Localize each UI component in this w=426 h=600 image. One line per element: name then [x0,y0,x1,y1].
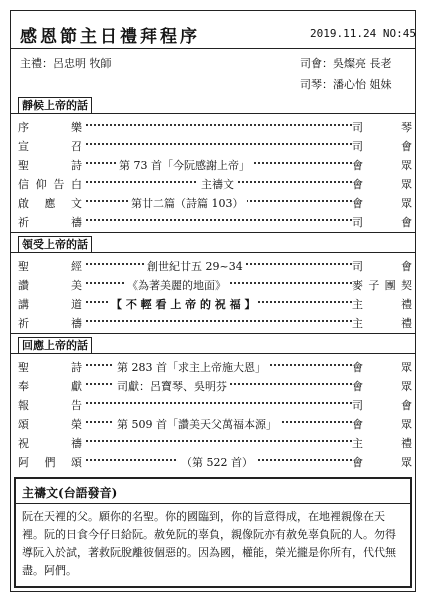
leader-dots [86,402,352,404]
order-row [18,395,410,413]
order-row [18,136,410,154]
row-label: 祈 禱 [18,317,82,330]
row-label: 讚 美 [18,279,82,292]
prayer-title: 主禱文(台語發音) [22,486,118,500]
order-row [18,193,410,211]
row-leader: 會 眾 [352,178,412,191]
leader-dots [86,320,352,322]
row-label: 信 仰 告 白 [18,178,82,191]
order-row [18,256,410,274]
row-leader: 主 禮 [352,317,412,330]
row-content: 創世紀廿五 29~34 [144,258,246,274]
row-label: 阿 們 頌 [18,456,82,469]
row-leader: 會 眾 [352,456,412,469]
host-line: 司會：吳燦亮 長老 [300,57,392,70]
order-row [18,294,410,312]
row-label: 祈 禱 [18,216,82,229]
row-leader: 會 眾 [352,380,412,393]
row-leader: 司 會 [352,399,412,412]
row-label: 報 告 [18,399,82,412]
order-row [18,414,410,432]
row-label: 序 樂 [18,121,82,134]
order-row [18,433,410,451]
row-label: 祝 禱 [18,437,82,450]
order-row [18,452,410,470]
row-leader: 司 會 [352,260,412,273]
section-divider [10,252,416,253]
order-row [18,376,410,394]
prayer-text: 阮在天裡的父。願你的名聖。你的國臨到，你的旨意得成，在地裡親像在天裡。阮的日食今仔日給阮。赦免阮的辜負，親像阮亦有赦免辜負阮的人。勿得導阮入於試，著救阮脫離彼個惡的。因為國，權能，榮光攏是你所有，代代無盡。阿們。 [22,510,396,577]
row-label: 講 道 [18,298,82,311]
row-content: 第 509 首「讚美天父萬福本源」 [114,416,280,432]
row-leader: 司 琴 [352,121,412,134]
order-row [18,117,410,135]
row-leader: 會 眾 [352,197,412,210]
row-leader: 主 禮 [352,298,412,311]
section-divider [10,333,416,334]
leader-dots [86,440,352,442]
row-label: 奉 獻 [18,380,82,393]
order-row [18,174,410,192]
prayer-box [14,477,412,588]
order-row [18,155,410,173]
preacher-line: 主禮：呂忠明 牧師 [20,57,112,70]
section-divider [10,232,416,233]
order-row [18,313,410,331]
row-label: 聖 詩 [18,361,82,374]
section-heading: 靜候上帝的話 [18,97,92,114]
row-content: 主禱文 [198,176,237,192]
row-content: （第 522 首） [178,454,256,470]
row-label: 頌 榮 [18,418,82,431]
order-row [18,212,410,230]
title-divider [10,48,416,49]
row-label: 啟 應 文 [18,197,82,210]
row-content: 《為著美麗的地面》 [124,277,229,293]
row-label: 聖 經 [18,260,82,273]
prayer-divider [16,503,410,504]
issue-date: 2019.11.24 NO:45 [310,27,416,40]
row-leader: 主 禮 [352,437,412,450]
row-label: 聖 詩 [18,159,82,172]
row-content: 第 73 首「今阮感謝上帝」 [116,157,253,173]
row-label: 宣 召 [18,140,82,153]
row-leader: 會 眾 [352,418,412,431]
row-content: 第 283 首「求主上帝施大恩」 [114,359,269,375]
page-title: 感恩節主日禮拜程序 [20,27,200,47]
row-leader: 司 會 [352,140,412,153]
section-heading: 回應上帝的話 [18,337,92,354]
sermon-title: 【 不 輕 看 上 帝 的 祝 福 】 [108,296,258,312]
row-leader: 會 眾 [352,159,412,172]
section-divider [10,353,416,354]
leader-dots [86,124,352,126]
section-heading: 領受上帝的話 [18,236,92,253]
leader-dots [86,143,352,145]
section-divider [10,113,416,114]
order-row [18,357,410,375]
leader-dots [86,219,352,221]
row-leader: 會 眾 [352,361,412,374]
organist-line: 司琴：潘心怡 姐妹 [300,78,392,91]
row-content: 第廿二篇（詩篇 103） [128,195,247,211]
row-content: 司獻：呂寶琴、吳明芬 [114,378,230,394]
row-leader: 司 會 [352,216,412,229]
order-row [18,275,410,293]
row-leader: 麥 子 團 契 [352,279,412,292]
